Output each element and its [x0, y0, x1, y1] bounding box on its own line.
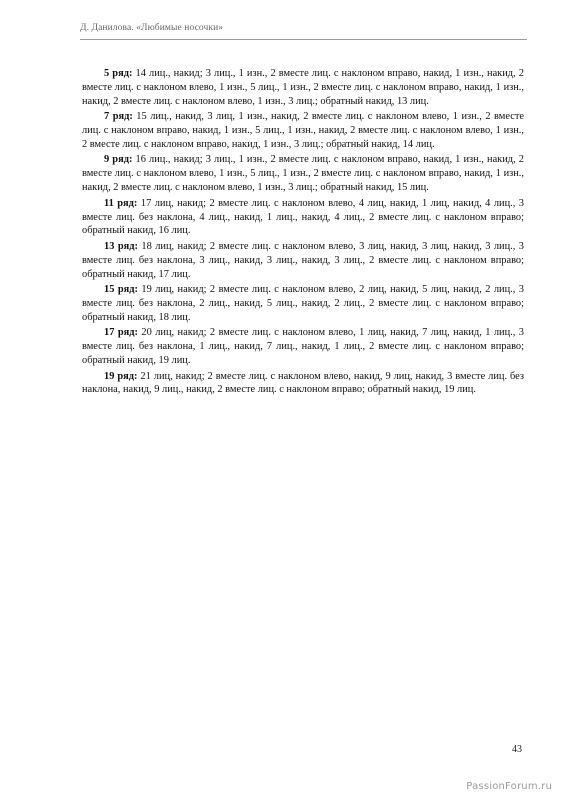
- row-instruction-19: [82, 370, 524, 398]
- row-label: 13 ряд:: [104, 240, 138, 252]
- row-instruction-7: [82, 110, 524, 152]
- row-instruction-5: [82, 67, 524, 109]
- row-text: 14 лиц., накид; 3 лиц., 1 изн., 2 вместе лиц. с наклоном вправо, накид, 1 изн., накид, 2 вместе лиц. с наклоном влево, 1 изн., 5 лиц., 1 изн., 2 вместе лиц. с наклоном вправо, накид, 1 изн., накид, 2 вместе лиц. с наклоном влево, 1 изн., 3 лиц.; обратный накид, 13 лиц.: [82, 68, 524, 107]
- header-rule: [80, 39, 527, 40]
- row-label: 17 ряд:: [104, 327, 138, 339]
- row-text: 19 лиц, накид; 2 вместе лиц. с наклоном влево, 2 лиц, накид, 5 лиц, накид, 2 лиц., 3 вместе лиц. без наклона, 2 лиц., накид, 5 лиц., накид, 2 лиц., 2 вместе лиц. с наклоном вправо; обратный накид, 18 лиц.: [82, 284, 525, 323]
- running-head: Д. Данилова. «Любимые носочки»: [80, 23, 224, 33]
- row-text: 20 лиц, накид; 2 вместе лиц. с наклоном влево, 1 лиц, накид, 7 лиц, накид, 1 лиц., 3 вместе лиц. без наклона, 1 лиц., накид, 7 лиц., накид, 1 лиц., 2 вместе лиц. с наклоном вправо; обратный накид, 19 лиц.: [82, 327, 525, 367]
- row-text: 16 лиц., накид; 3 лиц., 1 изн., 2 вместе лиц. с наклоном вправо, накид, 1 изн., накид, 2 вместе лиц. с наклоном влево, 1 изн., 5 лиц., 1 изн., 2 вместе лиц. с наклоном вправо, накид, 1 изн., накид, 2 вместе лиц. с наклоном влево, 1 изн., 3 лиц.; обратный накид, 15 лиц.: [82, 154, 524, 194]
- row-instruction-13: [82, 240, 524, 282]
- row-instruction-15: [82, 283, 524, 325]
- row-label: 9 ряд:: [104, 154, 133, 166]
- row-label: 11 ряд:: [104, 197, 138, 209]
- page-number: 43: [512, 744, 522, 755]
- row-text: 18 лиц, накид; 2 вместе лиц. с наклоном влево, 3 лиц, накид, 3 лиц, накид, 3 лиц., 3 вместе лиц. без наклона, 3 лиц., накид, 3 лиц., накид, 3 лиц., 2 вместе лиц. с наклоном вправо; обратный накид, 17 лиц.: [82, 240, 525, 280]
- row-instruction-11: [82, 197, 524, 239]
- row-label: 15 ряд:: [104, 284, 138, 296]
- row-instruction-9: [82, 153, 524, 195]
- knitting-instructions: [82, 67, 524, 399]
- row-text: 15 лиц., накид, 3 лиц, 1 изн., накид, 2 вместе лиц. с наклоном влево, 1 изн., 2 вместе лиц. с наклоном вправо, накид, 1 изн., 5 лиц., 1 изн., накид, 2 вместе лиц. с наклоном влево, 1 изн., 2 вместе лиц. с наклоном вправо, накид, 1 изн., 3 лиц.; обратный накид, 14 лиц.: [82, 111, 524, 151]
- row-instruction-17: [82, 326, 524, 368]
- watermark: PassionForum.ru: [466, 781, 552, 792]
- row-label: 7 ряд:: [104, 111, 133, 123]
- row-text: 21 лиц, накид; 2 вместе лиц. с наклоном влево, накид, 9 лиц, накид, 3 вместе лиц. без наклона, накид, 9 лиц., накид, 2 вместе лиц. с наклоном вправо; обратный накид, 19 лиц.: [82, 370, 524, 396]
- row-label: 5 ряд:: [104, 68, 133, 79]
- row-label: 19 ряд:: [104, 370, 138, 382]
- row-text: 17 лиц, накид; 2 вместе лиц. с наклоном влево, 4 лиц, накид, 1 лиц, накид, 4 лиц., 3 вместе лиц. без наклона, 4 лиц., накид, 1 лиц., накид, 4 лиц., 2 вместе лиц. с наклоном вправо; обратный накид, 16 лиц.: [82, 197, 525, 237]
